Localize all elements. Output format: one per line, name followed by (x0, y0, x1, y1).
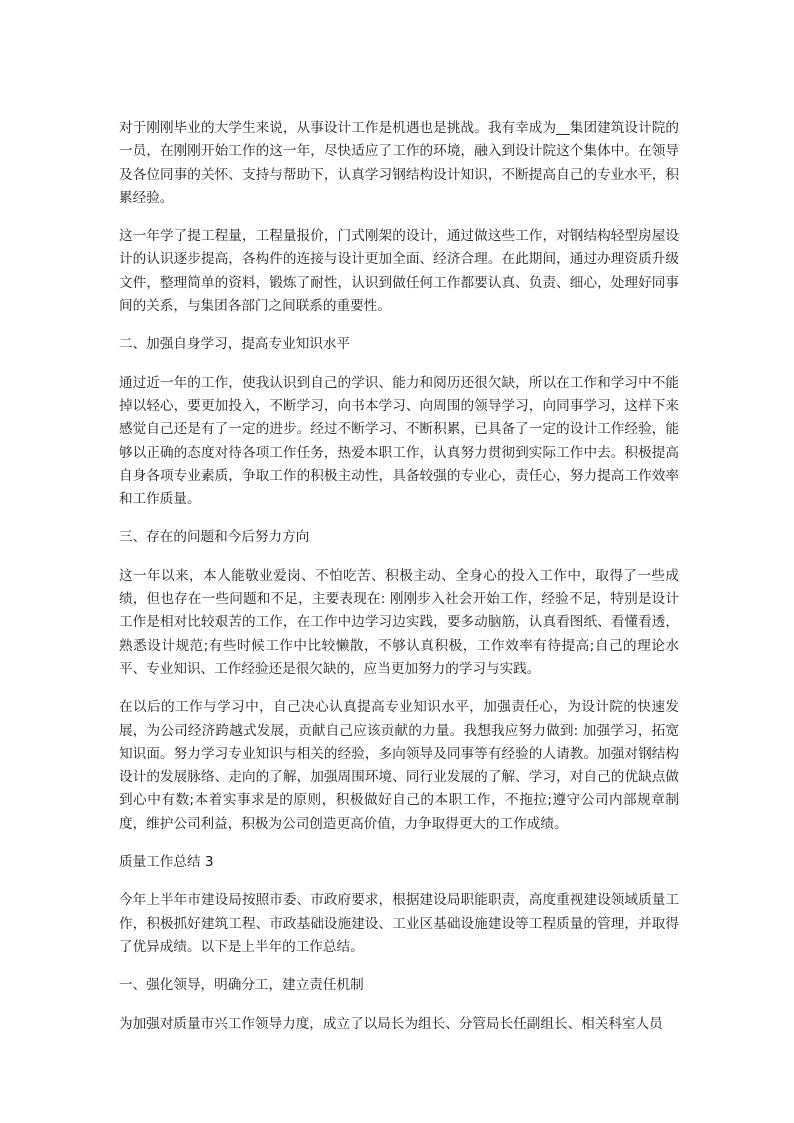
paragraph-problems: 这一年以来，本人能敬业爱岗、不怕吃苦、积极主动、全身心的投入工作中，取得了一些成绩，但也存在一些问题和不足，主要表现在: 刚刚步入社会开始工作，经验不足，特别是设计工作是相对比较艰苦的工作，在工作中边学习边实践，要多动脑筋，认真看图纸、看懂看透，熟悉设计规范;有些时候工作中比较懒散，不够认真积极，工作效率有待提高;自己的理论水平、专业知识、工作经验还是很欠缺的，应当更加努力的学习与实践。 (119, 567, 679, 677)
section-heading-1: 一、强化领导，明确分工，建立责任机制 (119, 977, 364, 994)
document-title-quality-summary-3: 质量工作总结 3 (119, 854, 214, 871)
paragraph-intro: 对于刚刚毕业的大学生来说，从事设计工作是机遇也是挑战。我有幸成为__集团建筑设计院的一员，在刚刚开始工作的这一年，尽快适应了工作的环境，融入到设计院这个集体中。在领导及各位同事的关怀、支持与帮助下，认真学习钢结构设计知识，不断提高自己的专业水平，积累经验。 (119, 120, 679, 206)
paragraph-work-summary: 这一年学了提工程量，工程量报价，门式刚架的设计，通过做这些工作，对钢结构轻型房屋设计的认识逐步提高，各构件的连接与设计更加全面、经济合理。在此期间，通过办理资质升级文件，整理简单的资料，锻炼了耐性，认识到做任何工作都要认真、负责、细心，处理好同事间的关系，与集团各部门之间联系的重要性。 (119, 228, 679, 315)
paragraph-quality-intro: 今年上半年市建设局按照市委、市政府要求，根据建设局职能职责，高度重视建设领域质量工作，积极抓好建筑工程、市政基础设施建设、工业区基础设施建设等工程质量的管理，并取得了优异成绩。以下是上半年的工作总结。 (119, 892, 679, 955)
paragraph-self-study: 通过近一年的工作，使我认识到自己的学识、能力和阅历还很欠缺，所以在工作和学习中不能掉以轻心，要更加投入，不断学习，向书本学习、向周围的领导学习，向同事学习，这样下来感觉自己还是有了一定的进步。经过不断学习、不断积累，已具备了一定的设计工作经验，能够以正确的态度对待各项工作任务，热爱本职工作，认真努力贯彻到实际工作中去。积极提高自身各项专业素质，争取工作的积极主动性，具备较强的专业心，责任心，努力提高工作效率和工作质量。 (119, 374, 679, 508)
section-heading-2: 二、加强自身学习，提高专业知识水平 (119, 336, 351, 353)
document-body (119, 117, 679, 1051)
paragraph-future-plan: 在以后的工作与学习中，自己决心认真提高专业知识水平，加强责任心，为设计院的快速发展，为公司经济跨越式发展，贡献自己应该贡献的力量。我想我应努力做到: 加强学习，拓宽知识面。努力学习专业知识与相关的经验，多向领导及同事等有经验的人请教。加强对钢结构设计的发展脉络、走向的了解，加强周围环境、同行业发展的了解、学习，对自己的优缺点做到心中有数;本着实事求是的原则，积极做好自己的本职工作，不拖拉;遵守公司内部规章制度，维护公司利益，积极为公司创造更高价值，力争取得更大的工作成绩。 (119, 699, 679, 832)
section-heading-3: 三、存在的问题和今后努力方向 (119, 529, 310, 546)
paragraph-leadership: 为加强对质量市兴工作领导力度，成立了以局长为组长、分管局长任副组长、相关科室人员 (119, 1015, 663, 1032)
